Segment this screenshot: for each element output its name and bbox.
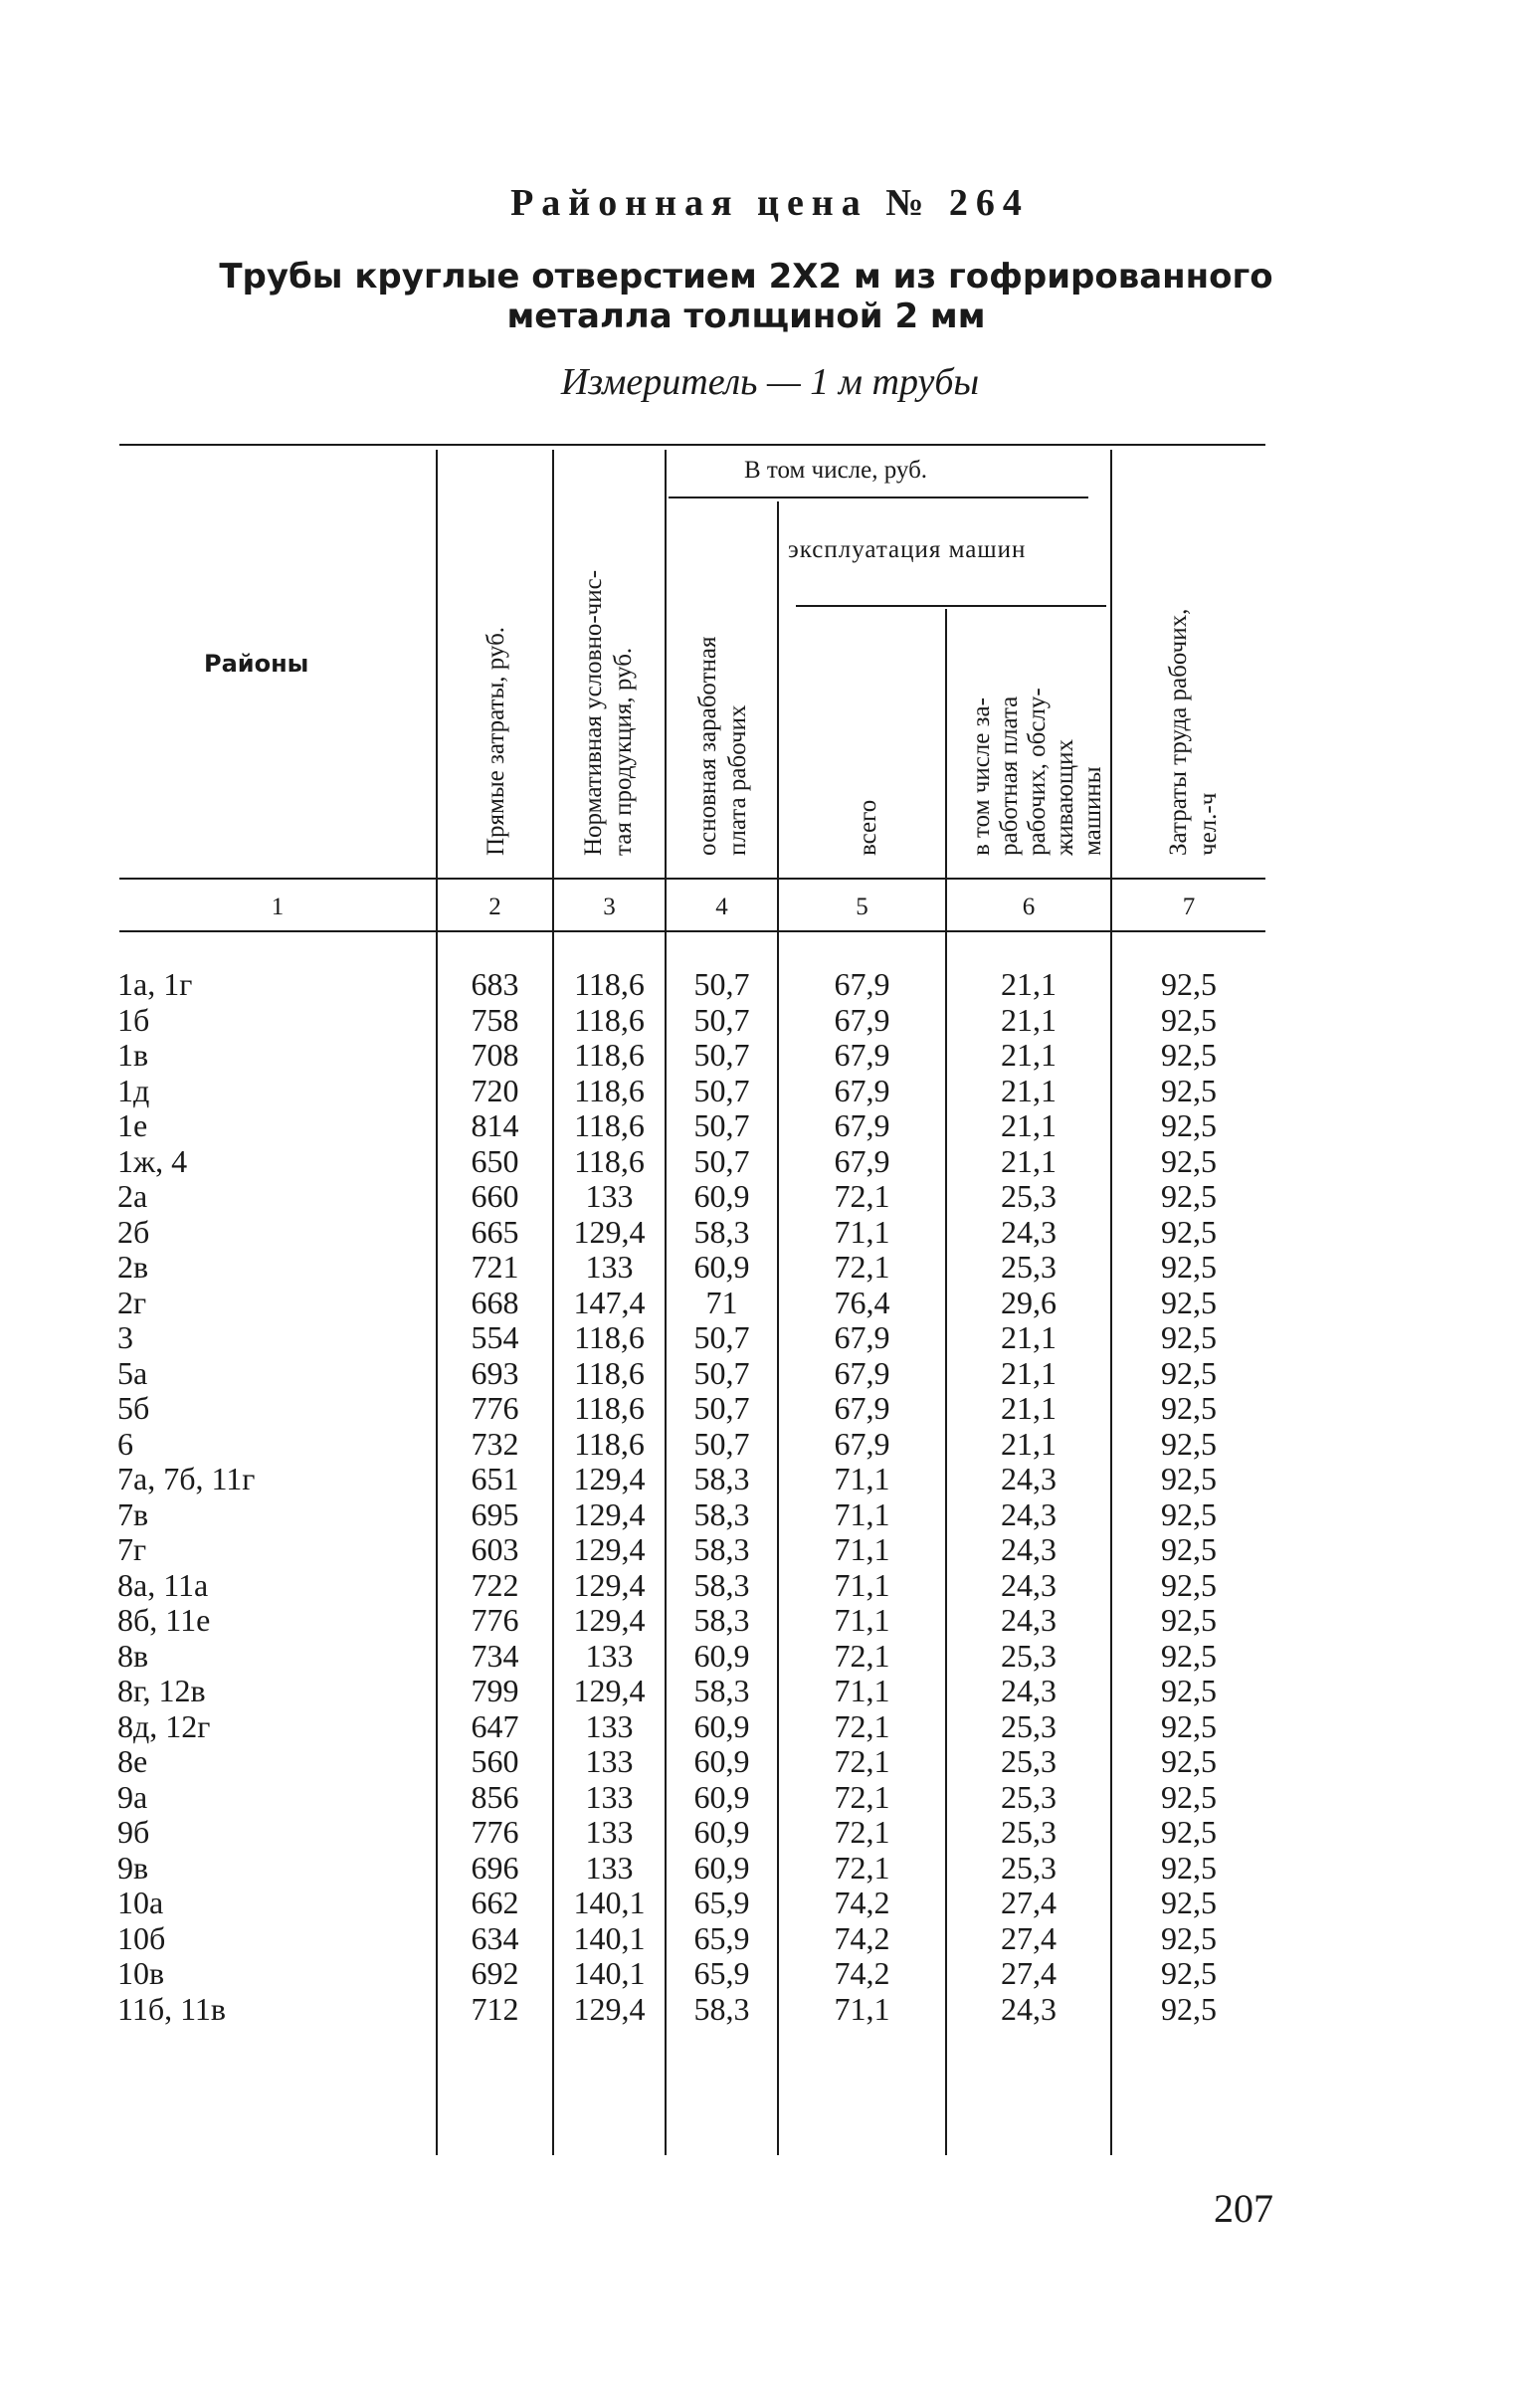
cell-direct: 650 — [471, 1142, 519, 1179]
table-row — [0, 1215, 1540, 1251]
cell-region: 5а — [117, 1354, 148, 1391]
cell-direct: 560 — [471, 1743, 519, 1779]
cell-mwages: 25,3 — [1001, 1249, 1057, 1285]
column-number-5: 5 — [856, 894, 868, 920]
cell-net: 140,1 — [573, 1885, 646, 1920]
cell-labor: 92,5 — [1161, 1495, 1217, 1532]
table-row — [0, 1108, 1540, 1144]
column-number-3: 3 — [603, 894, 616, 920]
cell-region: 5б — [117, 1390, 150, 1426]
cell-labor: 92,5 — [1161, 1037, 1217, 1073]
cell-total: 72,1 — [834, 1707, 890, 1744]
cell-direct: 734 — [471, 1637, 519, 1674]
cell-region: 3 — [117, 1319, 133, 1355]
cell-wages: 50,7 — [693, 1425, 750, 1462]
cell-total: 71,1 — [834, 1495, 890, 1532]
cell-net: 129,4 — [573, 1602, 646, 1638]
cell-direct: 732 — [471, 1425, 519, 1462]
cell-net: 118,6 — [574, 1354, 645, 1391]
cell-total: 71,1 — [834, 1990, 890, 2027]
table-row — [0, 1391, 1540, 1427]
table-row — [0, 1179, 1540, 1215]
header-net-output-line2: тая продукция, руб. — [610, 647, 637, 856]
cell-total: 71,1 — [834, 1531, 890, 1567]
header-machine-wages-line1: в том числе за- — [968, 697, 995, 856]
table-row — [0, 1992, 1540, 2028]
table-top-rule — [119, 444, 1265, 446]
table-row — [0, 1956, 1540, 1992]
cell-wages: 65,9 — [693, 1919, 750, 1956]
cell-region: 7а, 7б, 11г — [117, 1461, 256, 1496]
cell-region: 1е — [117, 1107, 148, 1143]
cell-region: 8б, 11е — [117, 1602, 211, 1638]
cell-labor: 92,5 — [1161, 1461, 1217, 1496]
cell-direct: 668 — [471, 1284, 519, 1320]
table-row — [0, 1639, 1540, 1675]
table-row — [0, 1286, 1540, 1321]
cell-wages: 60,9 — [693, 1814, 750, 1850]
cell-region: 8д, 12г — [117, 1707, 211, 1744]
cell-direct: 721 — [471, 1249, 519, 1285]
cell-region: 8в — [117, 1637, 149, 1674]
table-row — [0, 1921, 1540, 1957]
cell-wages: 60,9 — [693, 1178, 750, 1214]
cell-mwages: 27,4 — [1001, 1885, 1057, 1920]
cell-wages: 60,9 — [693, 1778, 750, 1815]
cell-total: 71,1 — [834, 1602, 890, 1638]
cell-mwages: 21,1 — [1001, 1354, 1057, 1391]
cell-wages: 50,7 — [693, 1001, 750, 1038]
cell-mwages: 27,4 — [1001, 1955, 1057, 1991]
cell-direct: 722 — [471, 1566, 519, 1603]
cell-labor: 92,5 — [1161, 1673, 1217, 1708]
cell-mwages: 24,3 — [1001, 1213, 1057, 1250]
cell-mwages: 27,4 — [1001, 1919, 1057, 1956]
cell-region: 2б — [117, 1213, 150, 1250]
cell-total: 71,1 — [834, 1213, 890, 1250]
cell-mwages: 25,3 — [1001, 1743, 1057, 1779]
cell-net: 118,6 — [574, 1390, 645, 1426]
cell-region: 10а — [117, 1885, 164, 1920]
cell-total: 72,1 — [834, 1249, 890, 1285]
cell-net: 129,4 — [573, 1495, 646, 1532]
cell-direct: 693 — [471, 1354, 519, 1391]
table-row — [0, 1744, 1540, 1780]
cell-total: 74,2 — [834, 1919, 890, 1956]
header-machine-wages-line4: живающих — [1052, 738, 1078, 856]
cell-mwages: 21,1 — [1001, 1107, 1057, 1143]
header-machine-wages-line3: рабочих, обслу- — [1024, 688, 1051, 856]
table-row — [0, 1886, 1540, 1921]
cell-direct: 554 — [471, 1319, 519, 1355]
cell-wages: 60,9 — [693, 1707, 750, 1744]
cell-mwages: 24,3 — [1001, 1673, 1057, 1708]
cell-region: 9а — [117, 1778, 148, 1815]
table-row — [0, 1003, 1540, 1039]
header-machine-wages-line2: работная плата — [996, 696, 1023, 856]
cell-region: 1д — [117, 1072, 150, 1108]
table-row — [0, 1356, 1540, 1392]
cell-labor: 92,5 — [1161, 1885, 1217, 1920]
cell-wages: 65,9 — [693, 1955, 750, 1991]
cell-region: 10б — [117, 1919, 166, 1956]
cell-labor: 92,5 — [1161, 1955, 1217, 1991]
column-number-7: 7 — [1182, 894, 1196, 920]
cell-direct: 660 — [471, 1178, 519, 1214]
header-regions: Районы — [204, 650, 309, 678]
cell-net: 133 — [585, 1743, 634, 1779]
cell-net: 133 — [585, 1814, 634, 1850]
cell-mwages: 21,1 — [1001, 1001, 1057, 1038]
cell-labor: 92,5 — [1161, 1990, 1217, 2027]
header-bottom-rule — [119, 878, 1265, 880]
page-number: 207 — [1214, 2186, 1273, 2231]
cell-total: 67,9 — [834, 1001, 890, 1038]
cell-mwages: 25,3 — [1001, 1637, 1057, 1674]
cell-labor: 92,5 — [1161, 966, 1217, 1002]
cell-labor: 92,5 — [1161, 1142, 1217, 1179]
header-total: всего — [855, 799, 881, 856]
cell-wages: 50,7 — [693, 1072, 750, 1108]
table-row — [0, 1532, 1540, 1568]
cell-mwages: 21,1 — [1001, 1142, 1057, 1179]
table-row — [0, 1709, 1540, 1745]
cell-labor: 92,5 — [1161, 1249, 1217, 1285]
cell-mwages: 21,1 — [1001, 1425, 1057, 1462]
header-machines: эксплуатация машин — [788, 536, 1027, 563]
cell-labor: 92,5 — [1161, 1390, 1217, 1426]
cell-wages: 60,9 — [693, 1743, 750, 1779]
cell-direct: 708 — [471, 1037, 519, 1073]
cell-region: 2а — [117, 1178, 148, 1214]
cell-direct: 634 — [471, 1919, 519, 1956]
table-row — [0, 1427, 1540, 1463]
cell-direct: 603 — [471, 1531, 519, 1567]
cell-total: 67,9 — [834, 1354, 890, 1391]
cell-direct: 799 — [471, 1673, 519, 1708]
cell-total: 67,9 — [834, 1037, 890, 1073]
cell-region: 1ж, 4 — [117, 1142, 188, 1179]
cell-wages: 50,7 — [693, 1107, 750, 1143]
table-row — [0, 1074, 1540, 1109]
cell-direct: 683 — [471, 966, 519, 1002]
table-row — [0, 967, 1540, 1003]
cell-mwages: 24,3 — [1001, 1566, 1057, 1603]
unit-of-measure: Измеритель — 1 м трубы — [560, 361, 980, 403]
cell-net: 129,4 — [573, 1990, 646, 2027]
cell-labor: 92,5 — [1161, 1001, 1217, 1038]
cell-wages: 50,7 — [693, 1354, 750, 1391]
cell-mwages: 21,1 — [1001, 1390, 1057, 1426]
cell-labor: 92,5 — [1161, 1178, 1217, 1214]
cell-labor: 92,5 — [1161, 1425, 1217, 1462]
column-number-2: 2 — [488, 894, 501, 920]
cell-labor: 92,5 — [1161, 1319, 1217, 1355]
cell-mwages: 25,3 — [1001, 1814, 1057, 1850]
cell-region: 9б — [117, 1814, 150, 1850]
table-row — [0, 1851, 1540, 1887]
table-row — [0, 1815, 1540, 1851]
cell-total: 72,1 — [834, 1637, 890, 1674]
cell-region: 1б — [117, 1001, 150, 1038]
cell-region: 2в — [117, 1249, 149, 1285]
cell-net: 118,6 — [574, 1425, 645, 1462]
cell-mwages: 21,1 — [1001, 1319, 1057, 1355]
cell-labor: 92,5 — [1161, 1213, 1217, 1250]
cell-direct: 695 — [471, 1495, 519, 1532]
table-row — [0, 1462, 1540, 1497]
cell-total: 72,1 — [834, 1178, 890, 1214]
cell-total: 67,9 — [834, 1425, 890, 1462]
cell-region: 8а, 11а — [117, 1566, 209, 1603]
cell-wages: 65,9 — [693, 1885, 750, 1920]
cell-mwages: 21,1 — [1001, 1072, 1057, 1108]
cell-net: 140,1 — [573, 1919, 646, 1956]
cell-mwages: 25,3 — [1001, 1707, 1057, 1744]
cell-region: 7в — [117, 1495, 149, 1532]
cell-net: 129,4 — [573, 1531, 646, 1567]
cell-wages: 50,7 — [693, 966, 750, 1002]
cell-direct: 814 — [471, 1107, 519, 1143]
cell-total: 71,1 — [834, 1461, 890, 1496]
cell-mwages: 24,3 — [1001, 1531, 1057, 1567]
cell-region: 6 — [117, 1425, 133, 1462]
table-row — [0, 1250, 1540, 1286]
page-title: Районная цена № 264 — [510, 182, 1030, 224]
cell-total: 67,9 — [834, 1072, 890, 1108]
cell-net: 140,1 — [573, 1955, 646, 1991]
cell-total: 71,1 — [834, 1566, 890, 1603]
cell-mwages: 21,1 — [1001, 1037, 1057, 1073]
column-number-4: 4 — [715, 894, 728, 920]
cell-wages: 50,7 — [693, 1390, 750, 1426]
cell-wages: 58,3 — [693, 1495, 750, 1532]
cell-net: 118,6 — [574, 1319, 645, 1355]
cell-net: 129,4 — [573, 1461, 646, 1496]
cell-labor: 92,5 — [1161, 1284, 1217, 1320]
machines-rule — [796, 605, 1106, 607]
cell-wages: 50,7 — [693, 1037, 750, 1073]
table-row — [0, 1497, 1540, 1533]
cell-net: 118,6 — [574, 966, 645, 1002]
cell-region: 1а, 1г — [117, 966, 193, 1002]
cell-region: 9в — [117, 1849, 149, 1886]
cell-wages: 58,3 — [693, 1990, 750, 2027]
cell-total: 72,1 — [834, 1849, 890, 1886]
table-row — [0, 1603, 1540, 1639]
cell-wages: 50,7 — [693, 1142, 750, 1179]
cell-labor: 92,5 — [1161, 1919, 1217, 1956]
cell-wages: 60,9 — [693, 1637, 750, 1674]
cell-mwages: 24,3 — [1001, 1495, 1057, 1532]
cell-region: 1в — [117, 1037, 149, 1073]
cell-mwages: 25,3 — [1001, 1849, 1057, 1886]
table-row — [0, 1674, 1540, 1709]
cell-labor: 92,5 — [1161, 1531, 1217, 1567]
column-number-6: 6 — [1022, 894, 1036, 920]
cell-total: 67,9 — [834, 966, 890, 1002]
cell-mwages: 24,3 — [1001, 1602, 1057, 1638]
cell-total: 74,2 — [834, 1955, 890, 1991]
table-row — [0, 1144, 1540, 1180]
cell-labor: 92,5 — [1161, 1566, 1217, 1603]
cell-net: 118,6 — [574, 1107, 645, 1143]
cell-labor: 92,5 — [1161, 1354, 1217, 1391]
cell-region: 7г — [117, 1531, 147, 1567]
cell-net: 133 — [585, 1707, 634, 1744]
cell-mwages: 24,3 — [1001, 1990, 1057, 2027]
cell-net: 133 — [585, 1778, 634, 1815]
cell-direct: 696 — [471, 1849, 519, 1886]
cell-labor: 92,5 — [1161, 1637, 1217, 1674]
cell-direct: 665 — [471, 1213, 519, 1250]
cell-total: 67,9 — [834, 1319, 890, 1355]
cell-mwages: 25,3 — [1001, 1178, 1057, 1214]
cell-direct: 720 — [471, 1072, 519, 1108]
table-row — [0, 1320, 1540, 1356]
cell-net: 118,6 — [574, 1037, 645, 1073]
cell-labor: 92,5 — [1161, 1602, 1217, 1638]
table-row — [0, 1038, 1540, 1074]
cell-net: 133 — [585, 1249, 634, 1285]
cell-wages: 58,3 — [693, 1673, 750, 1708]
cell-direct: 647 — [471, 1707, 519, 1744]
cell-direct: 692 — [471, 1955, 519, 1991]
cell-total: 67,9 — [834, 1142, 890, 1179]
cell-wages: 60,9 — [693, 1849, 750, 1886]
cell-net: 118,6 — [574, 1001, 645, 1038]
cell-net: 118,6 — [574, 1072, 645, 1108]
cell-direct: 651 — [471, 1461, 519, 1496]
cell-total: 71,1 — [834, 1673, 890, 1708]
cell-labor: 92,5 — [1161, 1814, 1217, 1850]
header-direct-costs: Прямые затраты, руб. — [482, 626, 509, 856]
cell-total: 76,4 — [834, 1284, 890, 1320]
cell-net: 133 — [585, 1637, 634, 1674]
cell-direct: 776 — [471, 1390, 519, 1426]
header-net-output-line1: Нормативная условно-чис- — [580, 569, 607, 856]
page-subtitle: Трубы круглые отверстием 2X2 м из гофрированного металла толщиной 2 мм — [219, 257, 1273, 336]
header-labor-line1: Затраты труда рабочих, — [1165, 608, 1192, 856]
cell-net: 133 — [585, 1849, 634, 1886]
cell-labor: 92,5 — [1161, 1107, 1217, 1143]
cell-direct: 662 — [471, 1885, 519, 1920]
cell-net: 129,4 — [573, 1213, 646, 1250]
cell-labor: 92,5 — [1161, 1743, 1217, 1779]
cell-labor: 92,5 — [1161, 1707, 1217, 1744]
cell-wages: 60,9 — [693, 1249, 750, 1285]
cell-net: 129,4 — [573, 1673, 646, 1708]
cell-wages: 58,3 — [693, 1602, 750, 1638]
cell-labor: 92,5 — [1161, 1778, 1217, 1815]
cell-region: 10в — [117, 1955, 165, 1991]
cell-total: 72,1 — [834, 1743, 890, 1779]
cell-wages: 58,3 — [693, 1566, 750, 1603]
column-number-1: 1 — [271, 894, 285, 920]
cell-wages: 50,7 — [693, 1319, 750, 1355]
cell-mwages: 25,3 — [1001, 1778, 1057, 1815]
cell-region: 11б, 11в — [117, 1990, 227, 2027]
cell-region: 8г, 12в — [117, 1673, 206, 1708]
cell-wages: 58,3 — [693, 1531, 750, 1567]
header-wages-line1: основная заработная — [694, 636, 721, 856]
cell-total: 74,2 — [834, 1885, 890, 1920]
cell-net: 129,4 — [573, 1566, 646, 1603]
cell-mwages: 29,6 — [1001, 1284, 1057, 1320]
cell-direct: 776 — [471, 1602, 519, 1638]
cell-direct: 776 — [471, 1814, 519, 1850]
cell-net: 133 — [585, 1178, 634, 1214]
cell-total: 72,1 — [834, 1778, 890, 1815]
cell-wages: 58,3 — [693, 1461, 750, 1496]
table-row — [0, 1568, 1540, 1604]
cell-net: 147,4 — [573, 1284, 646, 1320]
cell-direct: 856 — [471, 1778, 519, 1815]
header-labor-line2: чел.-ч — [1195, 792, 1222, 856]
cell-labor: 92,5 — [1161, 1849, 1217, 1886]
header-including: В том числе, руб. — [744, 457, 928, 484]
table-row — [0, 1780, 1540, 1816]
cell-direct: 758 — [471, 1001, 519, 1038]
cell-total: 72,1 — [834, 1814, 890, 1850]
cell-total: 67,9 — [834, 1390, 890, 1426]
cell-region: 8е — [117, 1743, 148, 1779]
header-machine-wages-line5: машины — [1079, 766, 1106, 856]
cell-wages: 71 — [705, 1284, 738, 1320]
cell-region: 2г — [117, 1284, 147, 1320]
cell-net: 118,6 — [574, 1142, 645, 1179]
cell-direct: 712 — [471, 1990, 519, 2027]
numbers-bottom-rule — [119, 930, 1265, 932]
including-rule — [669, 497, 1088, 498]
header-wages-line2: плата рабочих — [724, 704, 751, 856]
cell-mwages: 24,3 — [1001, 1461, 1057, 1496]
cell-total: 67,9 — [834, 1107, 890, 1143]
cell-labor: 92,5 — [1161, 1072, 1217, 1108]
cell-wages: 58,3 — [693, 1213, 750, 1250]
cell-mwages: 21,1 — [1001, 966, 1057, 1002]
